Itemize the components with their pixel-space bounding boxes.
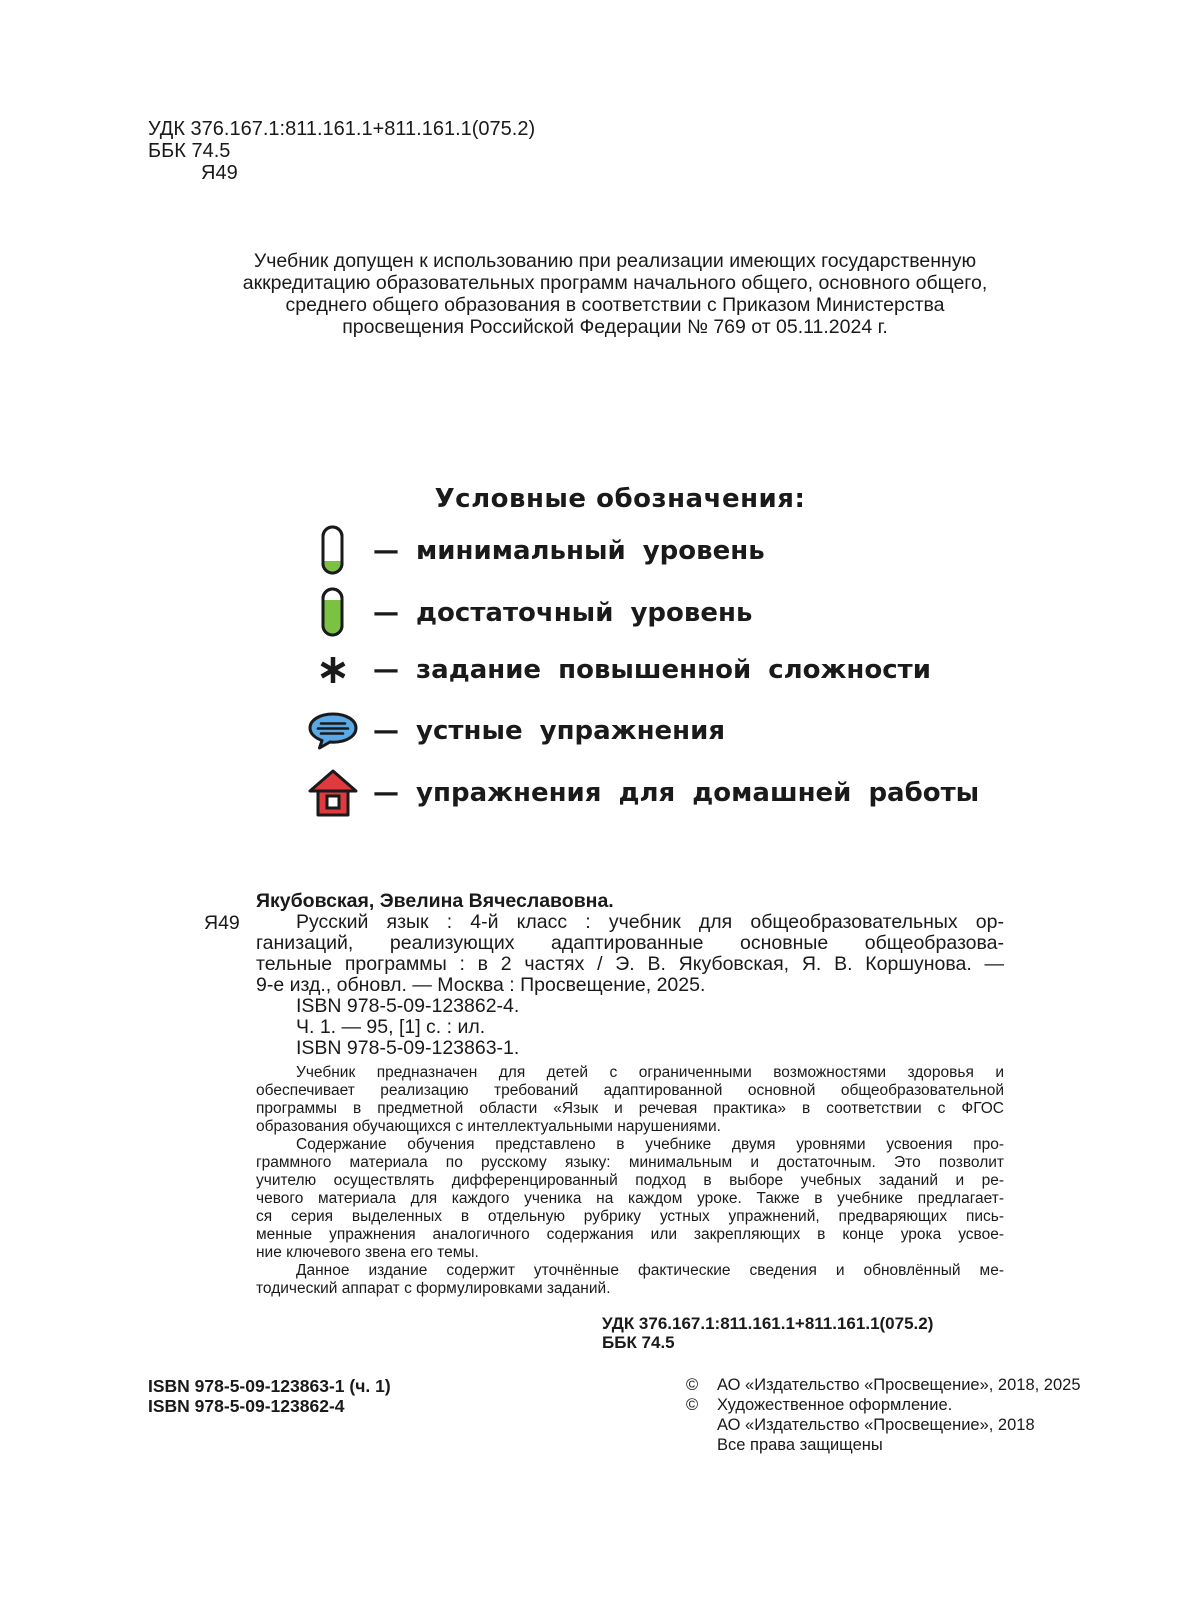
annotation-line: ся серия выделенных в отдельную рубрику устных упражнений, предваряющих пись-	[256, 1208, 1004, 1225]
legend-item-minimal	[305, 523, 765, 579]
asterisk-icon	[305, 642, 361, 698]
annotation-line: образования обучающихся с интеллектуальными нарушениями.	[256, 1118, 721, 1135]
annotation-line: чевого материала для каждого ученика на каждом уроке. Также в учебнике предлагает-	[256, 1190, 1004, 1207]
bbk-code: ББК 74.5	[148, 140, 231, 162]
copyright-line: АО «Издательство «Просвещение», 2018, 2025	[717, 1376, 1081, 1394]
annotation-line: ние ключевого звена его темы.	[256, 1244, 479, 1261]
bib-description	[256, 912, 1004, 1059]
udk-code: УДК 376.167.1:811.161.1+811.161.1(075.2)	[602, 1314, 934, 1333]
bib-part-info: Ч. 1. — 95, [1] с. : ил.	[296, 1016, 486, 1038]
bib-author: Якубовская, Эвелина Вячеславовна.	[256, 890, 614, 912]
bib-isbn-total: ISBN 978-5-09-123862-4.	[296, 995, 520, 1017]
annotation-line: обеспечивает реализацию требований адаптированной основной общеобразовательной	[256, 1082, 1004, 1099]
speech-bubble-icon	[305, 703, 361, 759]
copyright-line: Художественное оформление.	[717, 1396, 953, 1414]
approval-line: Учебник допущен к использованию при реализации имеющих государственную	[253, 250, 977, 272]
approval-line: аккредитацию образовательных программ начального общего, основного общего,	[242, 272, 988, 294]
annotation	[256, 1064, 1004, 1298]
annotation-line: менные упражнения аналогичного содержания или закрепляющих в конце урока усвое-	[256, 1226, 1004, 1243]
isbn-total: ISBN 978-5-09-123862-4	[148, 1396, 345, 1416]
annotation-line: учителю осуществлять дифференцированный подход в выборе учебных заданий и ре-	[256, 1172, 1004, 1189]
copyright-line: АО «Издательство «Просвещение», 2018	[717, 1416, 1035, 1434]
legend-text: — задание повышенной сложности	[373, 655, 931, 685]
isbn-block	[148, 1376, 391, 1416]
legend-item-sufficient	[305, 585, 752, 641]
copyright-block	[686, 1375, 1081, 1455]
annotation-line: граммного материала по русскому языку: минимальным и достаточным. Это позволит	[256, 1154, 1004, 1171]
legend-item-oral	[305, 703, 725, 759]
isbn-part: ISBN 978-5-09-123863-1 (ч. 1)	[148, 1376, 391, 1396]
approval-line: среднего общего образования в соответствии с Приказом Министерства	[285, 294, 945, 316]
annotation-line: Учебник предназначен для детей с ограниченными возможностями здоровья и	[296, 1064, 1004, 1081]
bib-line: тельные программы : в 2 частях / Э. В. Якубовская, Я. В. Коршунова. —	[256, 953, 1004, 975]
legend-item-homework	[305, 765, 979, 821]
udk-block-bottom	[602, 1314, 933, 1352]
udk-block-top	[148, 118, 535, 184]
legend-text: — достаточный уровень	[373, 598, 753, 628]
udk-code: УДК 376.167.1:811.161.1+811.161.1(075.2)	[148, 118, 536, 140]
legend-text: — устные упражнения	[373, 716, 726, 746]
legend-text: — упражнения для домашней работы	[373, 778, 980, 808]
bib-author-mark: Я49	[204, 912, 240, 934]
minimal-level-icon	[305, 523, 361, 579]
legend-item-advanced	[305, 642, 931, 698]
approval-notice	[180, 250, 1050, 338]
legend-title: Условные обозначения:	[434, 484, 806, 514]
annotation-line: Данное издание содержит уточнённые фактические сведения и обновлённый ме-	[296, 1262, 1004, 1279]
legend-text: — минимальный уровень	[373, 536, 765, 566]
approval-line: просвещения Российской Федерации № 769 от 05.11.2024 г.	[342, 316, 888, 338]
annotation-line: Содержание обучения представлено в учебнике двумя уровнями усвоения про-	[296, 1136, 1004, 1153]
bib-isbn-part: ISBN 978-5-09-123863-1.	[296, 1037, 520, 1059]
rights-reserved: Все права защищены	[717, 1436, 883, 1454]
copyright-icon: ©	[686, 1396, 699, 1414]
bib-line: ганизаций, реализующих адаптированные основные общеобразова-	[256, 932, 1004, 954]
bib-line: 9-е изд., обновл. — Москва : Просвещение, 2025.	[256, 974, 706, 996]
house-icon	[305, 765, 361, 821]
annotation-line: программы в предметной области «Язык и речевая практика» в соответствии с ФГОС	[256, 1100, 1004, 1117]
author-mark: Я49	[201, 162, 238, 184]
bib-line: Русский язык : 4-й класс : учебник для общеобразовательных ор-	[296, 911, 1004, 933]
annotation-line: тодический аппарат с формулировками заданий.	[256, 1280, 611, 1297]
copyright-icon: ©	[686, 1376, 699, 1394]
sufficient-level-icon	[305, 585, 361, 641]
bbk-code: ББК 74.5	[602, 1333, 675, 1352]
